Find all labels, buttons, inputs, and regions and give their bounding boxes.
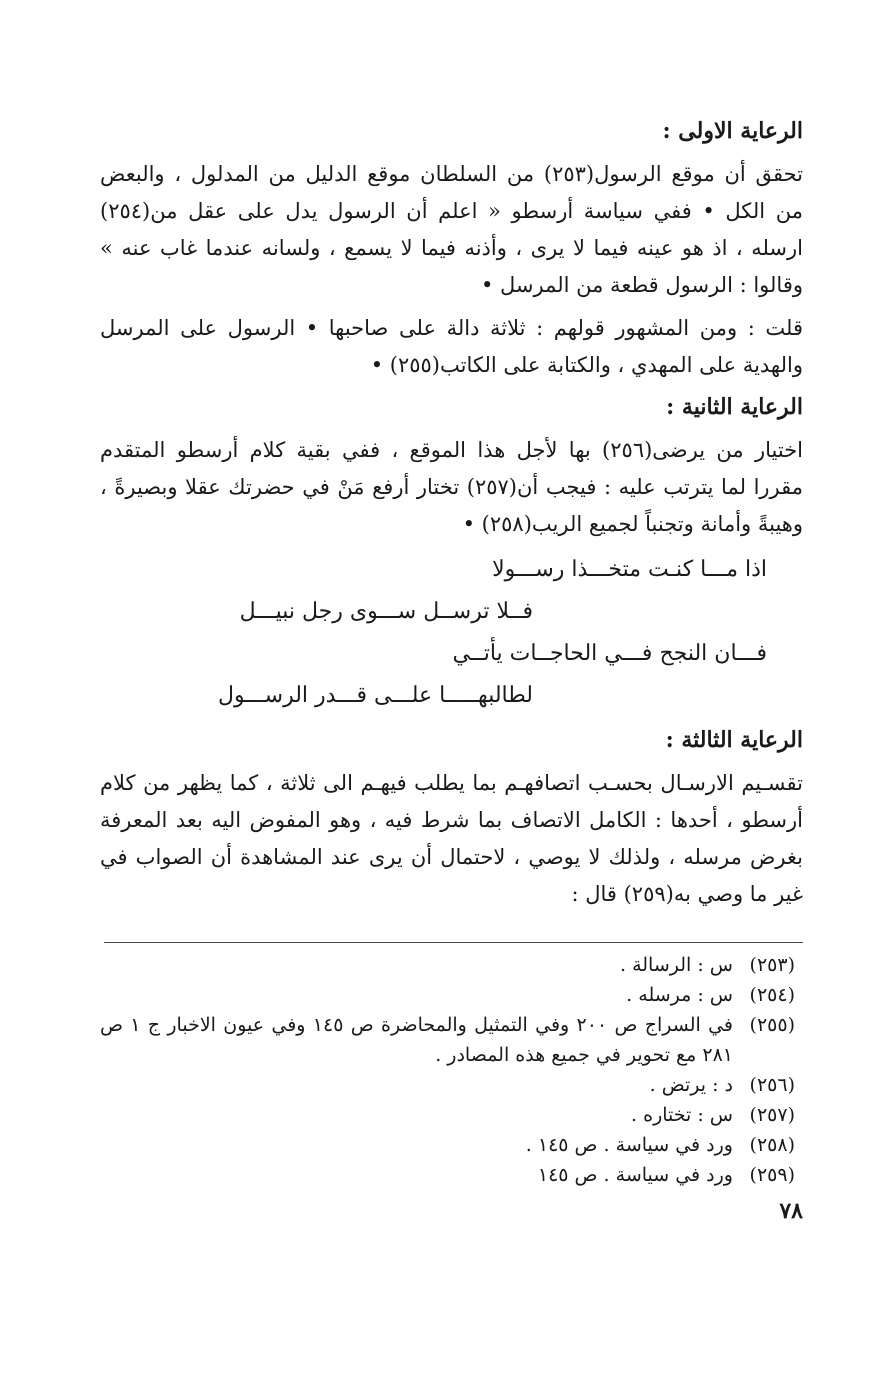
poem bbox=[100, 549, 803, 717]
section-first-care bbox=[100, 114, 803, 384]
footnote-text: س : تختاره . bbox=[631, 1104, 733, 1126]
footnote-text: س : الرسالة . bbox=[620, 954, 733, 976]
footnote-divider bbox=[104, 942, 803, 943]
footnote bbox=[100, 1070, 803, 1100]
footnote-number: (٢٥٩) bbox=[749, 1164, 795, 1186]
footnote-number: (٢٥٥) bbox=[749, 1014, 795, 1036]
footnote-number: (٢٥٣) bbox=[749, 954, 795, 976]
poem-line: اذا مـــا كنـت متخـــذا رســـولا bbox=[492, 557, 767, 582]
footnote bbox=[100, 950, 803, 980]
paragraph: اختيار من يرضى(٢٥٦) بها لأجل هذا الموقع ، ففي بقية كلام أرسطو المتقدم مقررا لما يترتب عليه : فيجب أن(٢٥٧) تختار أرفع مَنْ في حضرتك عقلا وبصيرةً ، وهيبةً وأمانة وتجنباً لجميع الريب(٢٥٨) • bbox=[100, 438, 804, 536]
poem-line: فـــان النجح فـــي الحاجــات يأتــي bbox=[452, 641, 767, 666]
footnote-text: ورد في سياسة . ص ١٤٥ . bbox=[525, 1134, 733, 1156]
footnote-number: (٢٥٤) bbox=[749, 984, 795, 1006]
footnote bbox=[100, 1100, 803, 1130]
footnote-number: (٢٥٨) bbox=[749, 1134, 795, 1156]
footnote-text: في السراج ص ٢٠٠ وفي التمثيل والمحاضرة ص ١٤٥ وفي عيون الاخبار ج ١ ص ٢٨١ مع تحوير في جميع هذه المصادر . bbox=[100, 1014, 733, 1066]
footnote-number: (٢٥٦) bbox=[749, 1074, 795, 1096]
page-number: ٧٨ bbox=[779, 1198, 803, 1224]
section-heading: الرعاية الثانية : bbox=[666, 394, 803, 420]
paragraph: تقسـيم الارسـال بحسـب اتصافهـم بما يطلب فيهـم الى ثلاثة ، كما يظهر من كلام أرسطو ، أحدها : الكامل الاتصاف بما شرط فيه ، وهو المفوض اليه بعد المعرفة بغرض مرسله ، ولذلك لا يوصي ، لاحتمال أن يرى عند المشاهدة أن الصواب في غير ما وصي به(٢٥٩) قال : bbox=[100, 771, 803, 906]
footnotes bbox=[100, 950, 803, 1190]
main-text bbox=[100, 108, 803, 919]
footnote bbox=[100, 1130, 803, 1160]
section-heading: الرعاية الاولى : bbox=[662, 118, 803, 144]
footnote-text: ورد في سياسة . ص ١٤٥ bbox=[537, 1164, 733, 1186]
poem-line: فــلا ترســل ســـوى رجل نبيـــل bbox=[239, 599, 533, 624]
paragraph: قلت : ومن المشهور قولهم : ثلاثة دالة على صاحبها • الرسول على المرسل والهدية على المهدي ، والكتابة على الكاتب(٢٥٥) • bbox=[100, 316, 803, 377]
section-second-care bbox=[100, 390, 803, 717]
footnote-text: س : مرسله . bbox=[626, 984, 733, 1006]
footnote bbox=[100, 980, 803, 1010]
footnote bbox=[100, 1160, 803, 1190]
section-third-care bbox=[100, 723, 803, 913]
footnote-number: (٢٥٧) bbox=[749, 1104, 795, 1126]
footnote bbox=[100, 1010, 803, 1070]
paragraph: تحقق أن موقع الرسول(٢٥٣) من السلطان موقع الدليل من المدلول ، والبعض من الكل • ففي سياسة أرسطو « اعلم أن الرسول يدل على عقل من(٢٥٤) ارسله ، اذ هو عينه فيما لا يرى ، وأذنه فيما لا يسمع ، ولسانه عندما غاب عنه » وقالوا : الرسول قطعة من المرسل • bbox=[100, 162, 803, 297]
footnote-text: د : يرتض . bbox=[649, 1074, 733, 1096]
poem-line: لطالبهـــــا علـــى قـــدر الرســـول bbox=[217, 683, 533, 708]
section-heading: الرعاية الثالثة : bbox=[665, 727, 803, 753]
